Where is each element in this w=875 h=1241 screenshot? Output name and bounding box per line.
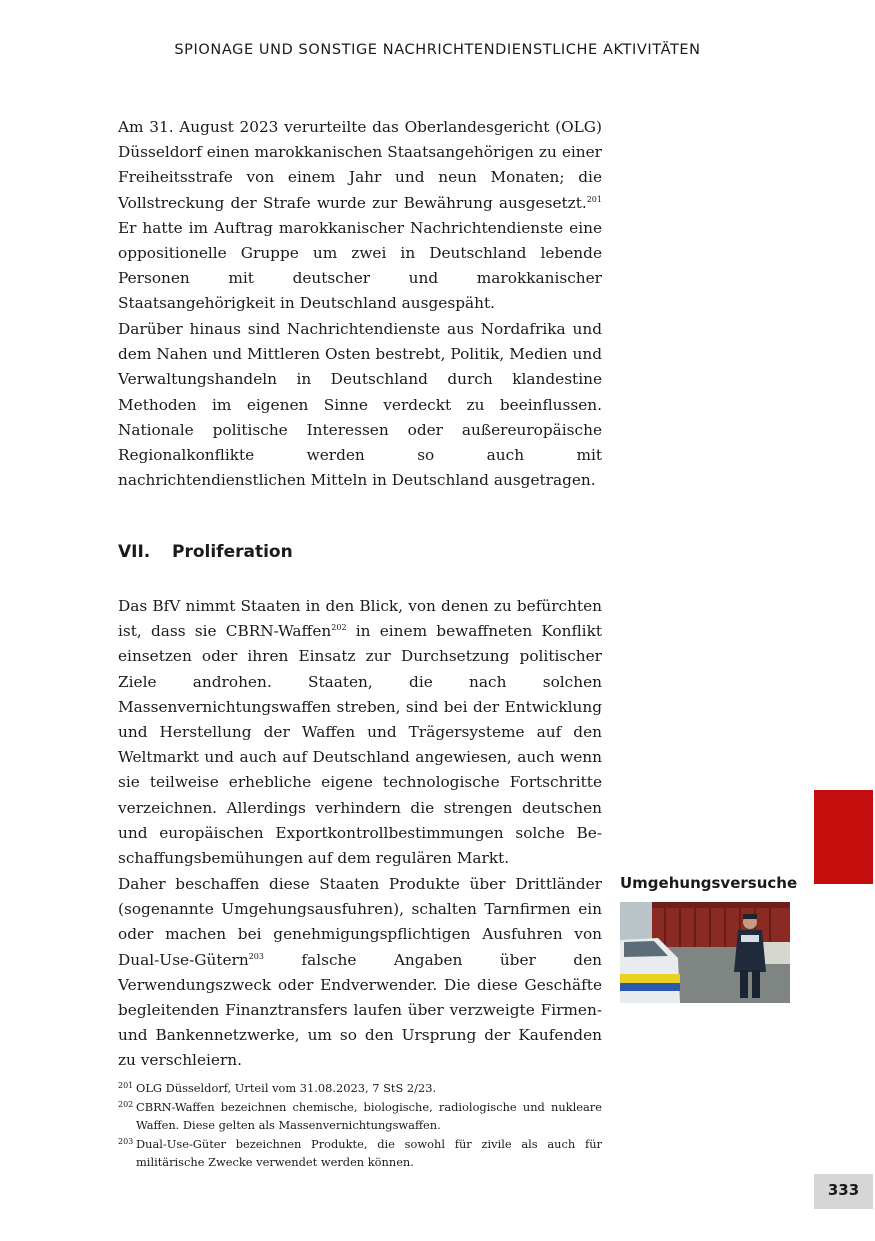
footnote-202 — [118, 1098, 602, 1135]
paragraph-text: falsche Angaben über den Verwendungszweck oder Endverwender. Die diese Geschäfte begleitenden Finanztransfers laufen über verzweigte Firmen- und Bankennetzwerke, um so den Ursprung der Kaufenden zu verschleiern. — [118, 950, 602, 1070]
paragraph-circumvention — [118, 872, 602, 1074]
paragraph-text: Am 31. August 2023 verurteilte das Oberlandesgericht (OLG) Düsseldorf einen marokkanischen Staatsangehörigen zu einer Freiheitsstrafe von einem Jahr und neun Monaten; die Vollstreckung der Strafe wurde zur Bewährung ausgesetzt. — [118, 118, 602, 212]
footnote-ref-202[interactable]: 202 — [331, 623, 347, 633]
paragraph-influence: Darüber hinaus sind Nachrichtendienste aus Nordafrika und dem Nahen und Mittleren Osten bestrebt, Politik, Medien und Verwaltungshandeln in Deutschland durch klandestine Methoden im eigenen Sinne verdeckt zu beeinflussen. Nationale politische Interessen oder außereuropäische Regionalkonflikte werden so auch mit nachrichtendienstlichen Mitteln in Deutschland ausgetragen. — [118, 320, 602, 490]
footnote-number: 203 — [118, 1136, 134, 1146]
footnote-201 — [118, 1079, 602, 1098]
footnote-text: OLG Düsseldorf, Urteil vom 31.08.2023, 7 StS 2/23. — [136, 1081, 437, 1095]
paragraph-olg-verdict — [118, 115, 602, 317]
section-number: VII. — [118, 542, 151, 562]
running-header: SPIONAGE UND SONSTIGE NACHRICHTENDIENSTLICHE AKTIVITÄTEN — [174, 42, 701, 58]
footnote-text: CBRN-Waffen bezeichnen chemische, biologische, radiologische und nukleare Waffen. Diese gelten als Massenvernichtungswaffen. — [136, 1099, 602, 1132]
paragraph-text: Daher beschaffen diese Staaten Produkte über Drittländer (sogenannte Umgehungsausfuhren), schalten Tarnfirmen ein oder machen bei genehmigungspflichtigen Ausfuhren von Dual-Use-Gütern — [118, 875, 602, 969]
margin-note: Umgehungsversuche — [620, 874, 798, 892]
police-officer-photo-illustration — [620, 902, 790, 1003]
footnote-text: Dual-Use-Güter bezeichnen Produkte, die sowohl für zivile als auch für militärische Zwecke verwendet werden können. — [136, 1136, 602, 1169]
footnote-ref-203[interactable]: 203 — [248, 951, 264, 961]
footnote-203 — [118, 1135, 602, 1172]
section-title: Proliferation — [172, 542, 293, 562]
paragraph-cbrn — [118, 594, 602, 871]
footnotes — [118, 1079, 602, 1172]
paragraph-text: in einem bewaffneten Konflikt einsetzen oder ihren Einsatz zur Durchsetzung politischer Ziele androhen. Staaten, die nach solchen Massenvernichtungswaffen streben, sind bei der Entwicklung und Herstellung der Waffen und Trägersysteme auf den Weltmarkt und auch auf Deutschland angewiesen, auch wenn sie teilweise erhebliche eigene technologische Fortschritte verzeichnen. Allerdings verhindern die strengen deutschen und europäischen Exportkontrollbestimmungen solche Beschaffungsbemühungen auf dem regulären Markt. — [118, 622, 602, 868]
paragraph-text: Das BfV nimmt Staaten in den Blick, von denen zu befürchten ist, dass sie CBRN-Waffen — [118, 597, 602, 641]
page-number: 333 — [814, 1174, 873, 1209]
paragraph-text: Er hatte im Auftrag marokkanischer Nachrichtendienste eine oppositionelle Gruppe um zwei in Deutschland lebende Personen mit deutscher und marokkanischer Staatsangehörigkeit in Deutschland ausgespäht. — [118, 218, 602, 313]
police-officer-photo — [620, 902, 790, 1003]
chapter-tab-marker — [814, 790, 873, 884]
footnote-number: 202 — [118, 1099, 134, 1109]
footnote-ref-201[interactable]: 201 — [586, 194, 602, 204]
section-heading — [118, 542, 293, 562]
footnote-number: 201 — [118, 1081, 134, 1090]
